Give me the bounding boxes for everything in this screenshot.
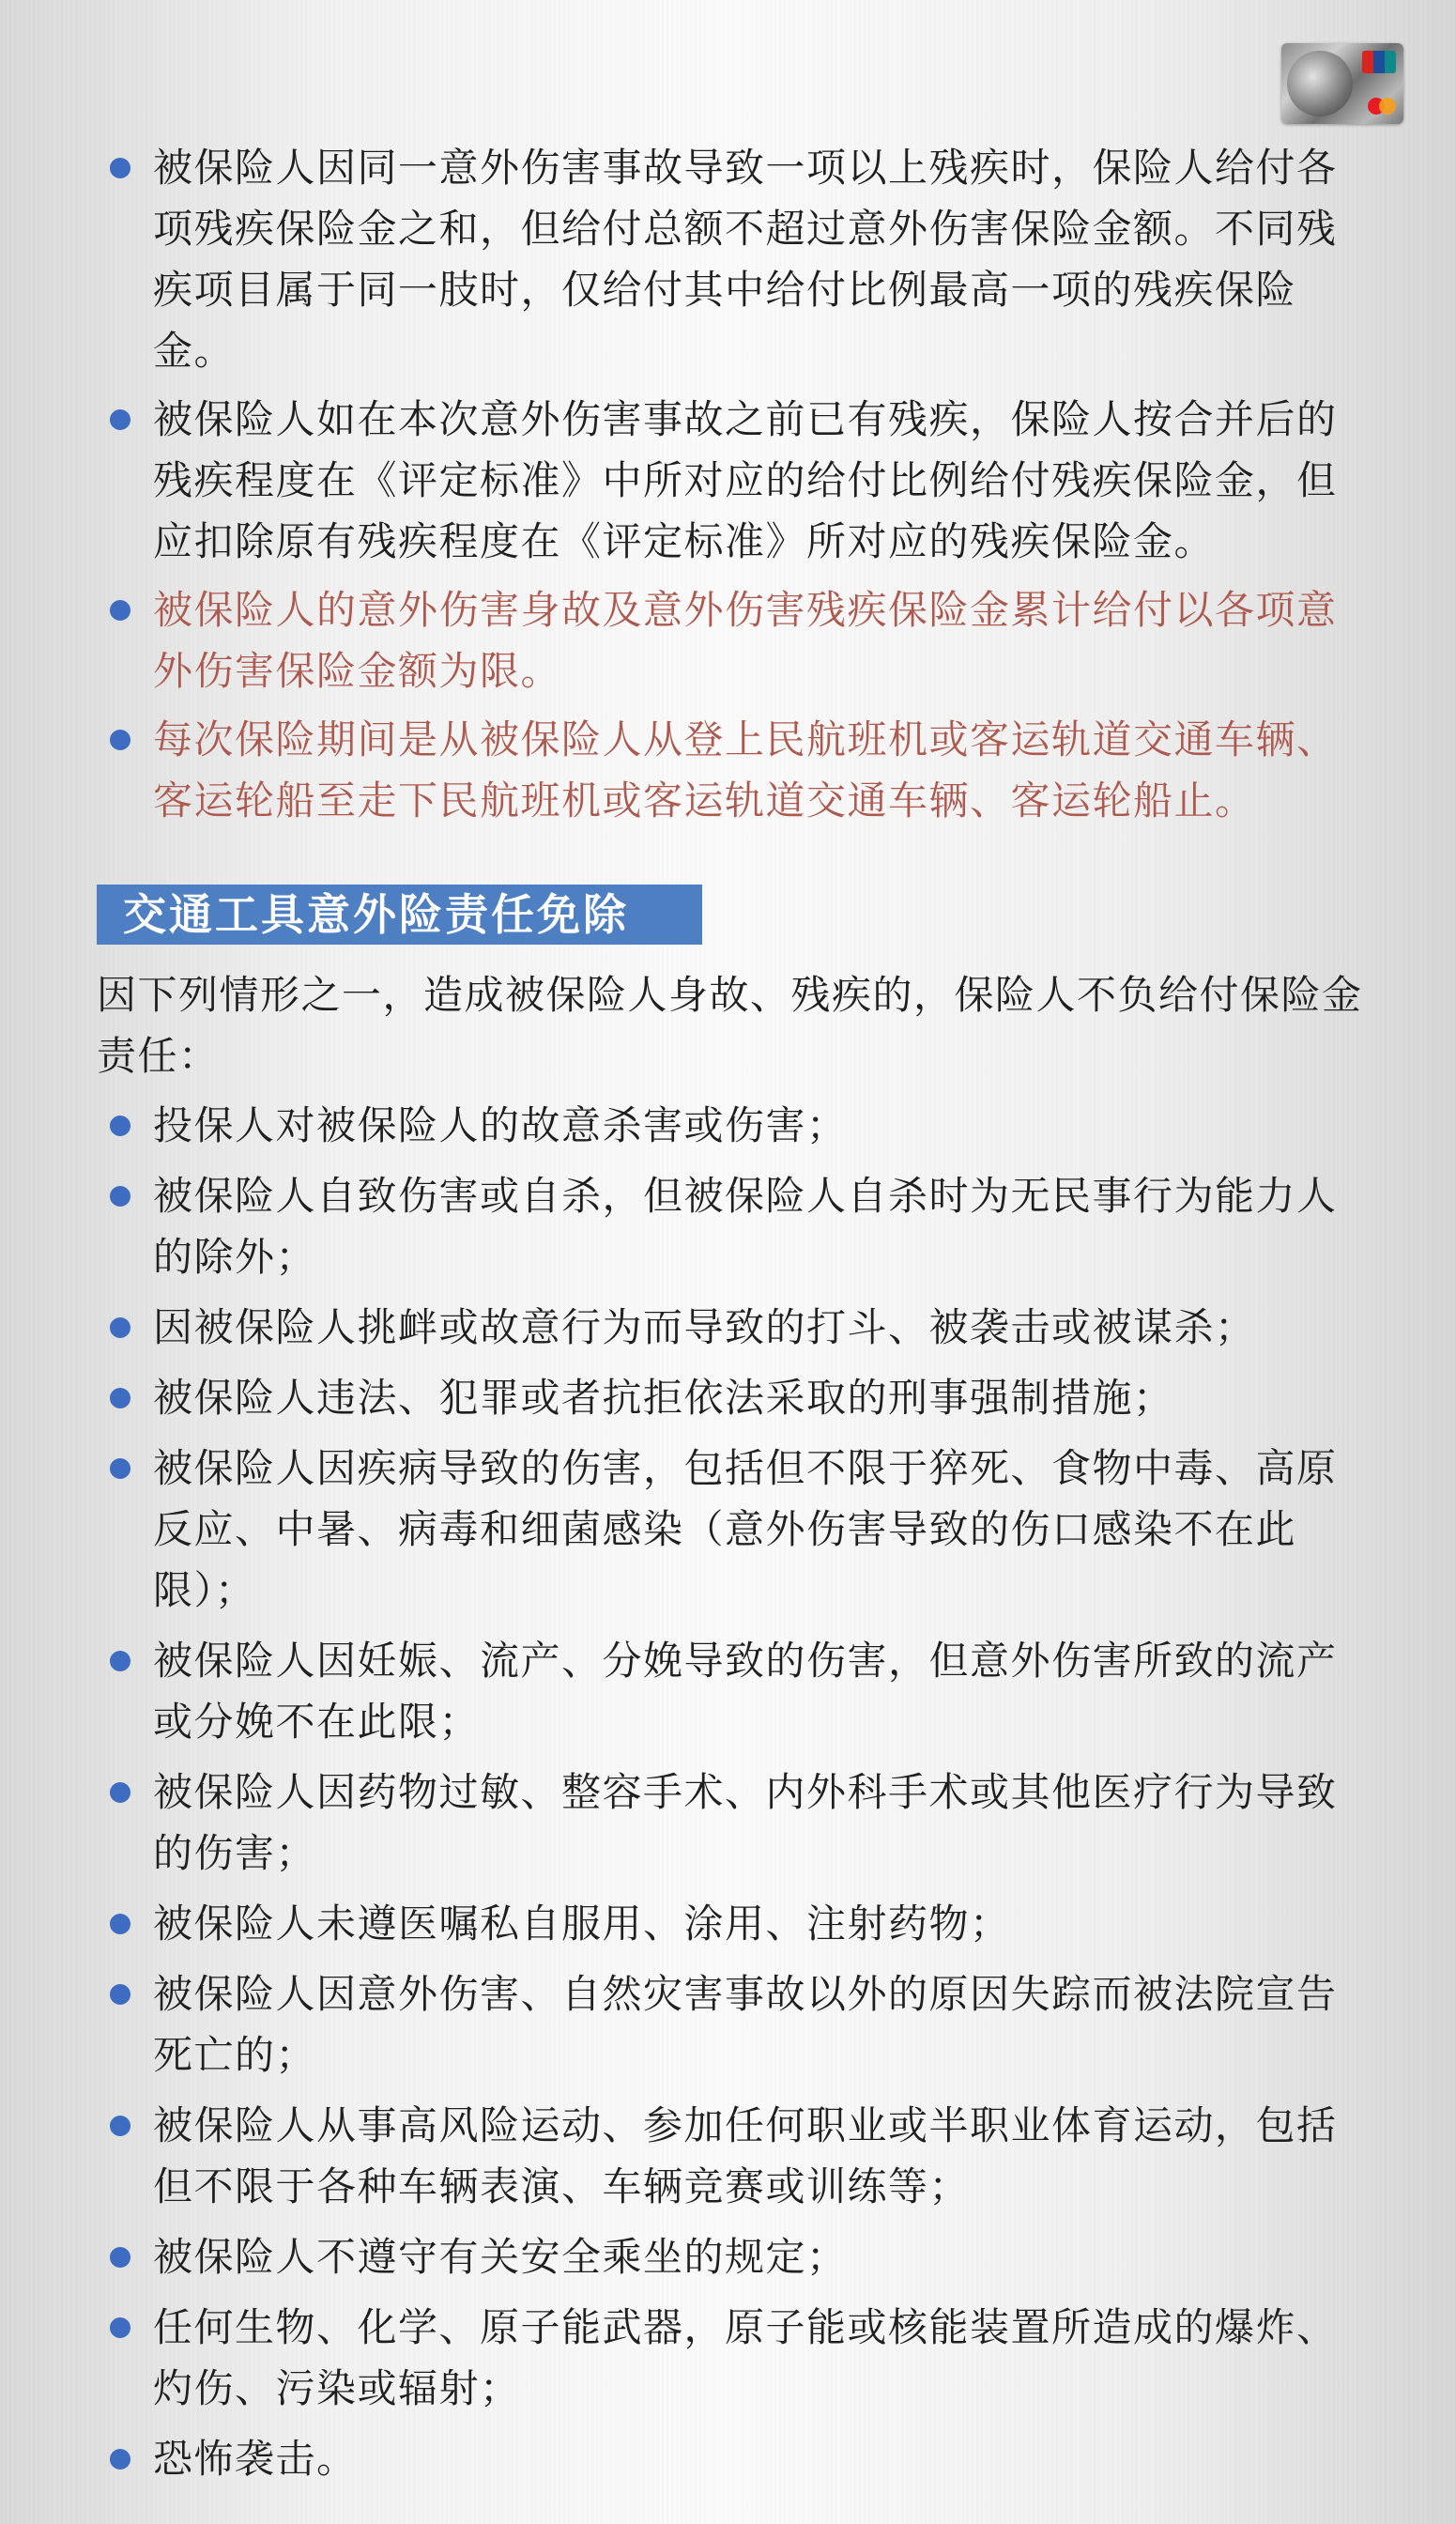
bullet-dot-icon	[110, 2247, 130, 2268]
section-heading-exclusions: 交通工具意外险责任免除	[97, 885, 702, 945]
list-item-text: 任何生物、化学、原子能武器，原子能或核能装置所造成的爆炸、灼伤、污染或辐射；	[153, 2304, 1338, 2411]
card-dragon-artwork-icon	[1287, 51, 1353, 116]
exclusions-intro: 因下列情形之一，造成被保险人身故、残疾的，保险人不负给付保险金责任：	[97, 972, 1363, 1079]
list-item	[0, 2428, 1456, 2489]
bullet-dot-icon	[110, 1186, 130, 1207]
list-item	[0, 1963, 1456, 2085]
list-item	[0, 1297, 1456, 1358]
bullet-dot-icon	[110, 600, 130, 621]
list-item	[0, 137, 1456, 381]
list-item-text: 被保险人自致伤害或自杀，但被保险人自杀时为无民事行为能力人的除外；	[153, 1173, 1338, 1280]
bullet-dot-icon	[110, 409, 130, 430]
list-item-text: 被保险人不遵守有关安全乘坐的规定；	[153, 2234, 848, 2280]
list-item-text: 被保险人因疾病导致的伤害，包括但不限于猝死、食物中毒、高原反应、中暑、病毒和细菌感染（意外伤害导致的伤口感染不在此限）；	[153, 1445, 1338, 1613]
bank-card-logo-icon	[1281, 43, 1403, 124]
list-item-highlighted	[0, 709, 1456, 831]
bullet-dot-icon	[110, 1651, 130, 1671]
list-item	[0, 1893, 1456, 1954]
list-item	[0, 1367, 1456, 1428]
list-item-text: 被保险人的意外伤害身故及意外伤害残疾保险金累计给付以各项意外伤害保险金额为限。	[153, 587, 1338, 694]
list-item-text: 投保人对被保险人的故意杀害或伤害；	[153, 1102, 848, 1148]
list-item	[0, 1630, 1456, 1752]
list-item-text: 被保险人从事高风险运动、参加任何职业或半职业体育运动，包括但不限于各种车辆表演、车辆竞赛或训练等；	[153, 2102, 1338, 2209]
list-item	[0, 1095, 1456, 1156]
exclusions-list	[0, 1095, 1456, 2499]
list-item-text: 被保险人违法、犯罪或者抗拒依法采取的刑事强制措施；	[153, 1375, 1174, 1421]
list-item	[0, 2095, 1456, 2217]
benefit-rules-list	[0, 137, 1456, 839]
list-item	[0, 2297, 1456, 2419]
list-item-text: 被保险人因同一意外伤害事故导致一项以上残疾时，保险人给付各项残疾保险金之和，但给付总额不超过意外伤害保险金额。不同残疾项目属于同一肢时，仅给付其中给付比例最高一项的残疾保险金。	[153, 145, 1338, 374]
list-item	[0, 2226, 1456, 2287]
unionpay-logo-icon	[1362, 51, 1396, 73]
mastercard-logo-icon	[1368, 98, 1396, 115]
list-item-text: 被保险人未遵医嘱私自服用、涂用、注射药物；	[153, 1901, 1011, 1947]
list-item-text: 被保险人如在本次意外伤害事故之前已有残疾，保险人按合并后的残疾程度在《评定标准》中所对应的给付比例给付残疾保险金，但应扣除原有残疾程度在《评定标准》所对应的残疾保险金。	[153, 396, 1338, 564]
bullet-dot-icon	[110, 2449, 130, 2470]
bullet-dot-icon	[110, 2317, 130, 2338]
bullet-dot-icon	[110, 1914, 130, 1934]
list-item-text: 被保险人因意外伤害、自然灾害事故以外的原因失踪而被法院宣告死亡的；	[153, 1971, 1338, 2078]
bullet-dot-icon	[110, 1116, 130, 1136]
list-item	[0, 389, 1456, 572]
bullet-dot-icon	[110, 2116, 130, 2136]
bullet-dot-icon	[110, 158, 130, 178]
bullet-dot-icon	[110, 730, 130, 750]
bullet-dot-icon	[110, 1317, 130, 1338]
list-item-highlighted	[0, 579, 1456, 701]
bullet-dot-icon	[110, 1388, 130, 1408]
list-item	[0, 1762, 1456, 1884]
bullet-dot-icon	[110, 1782, 130, 1803]
bullet-dot-icon	[110, 1984, 130, 2005]
bullet-dot-icon	[110, 1458, 130, 1479]
list-item-text: 被保险人因药物过敏、整容手术、内外科手术或其他医疗行为导致的伤害；	[153, 1769, 1338, 1876]
list-item-text: 每次保险期间是从被保险人从登上民航班机或客运轨道交通车辆、客运轮船至走下民航班机或客运轨道交通车辆、客运轮船止。	[153, 716, 1338, 823]
list-item-text: 恐怖袭击。	[153, 2436, 358, 2482]
list-item-text: 被保险人因妊娠、流产、分娩导致的伤害，但意外伤害所致的流产或分娩不在此限；	[153, 1638, 1338, 1745]
list-item	[0, 1438, 1456, 1621]
list-item-text: 因被保险人挑衅或故意行为而导致的打斗、被袭击或被谋杀；	[153, 1304, 1256, 1350]
list-item	[0, 1165, 1456, 1287]
